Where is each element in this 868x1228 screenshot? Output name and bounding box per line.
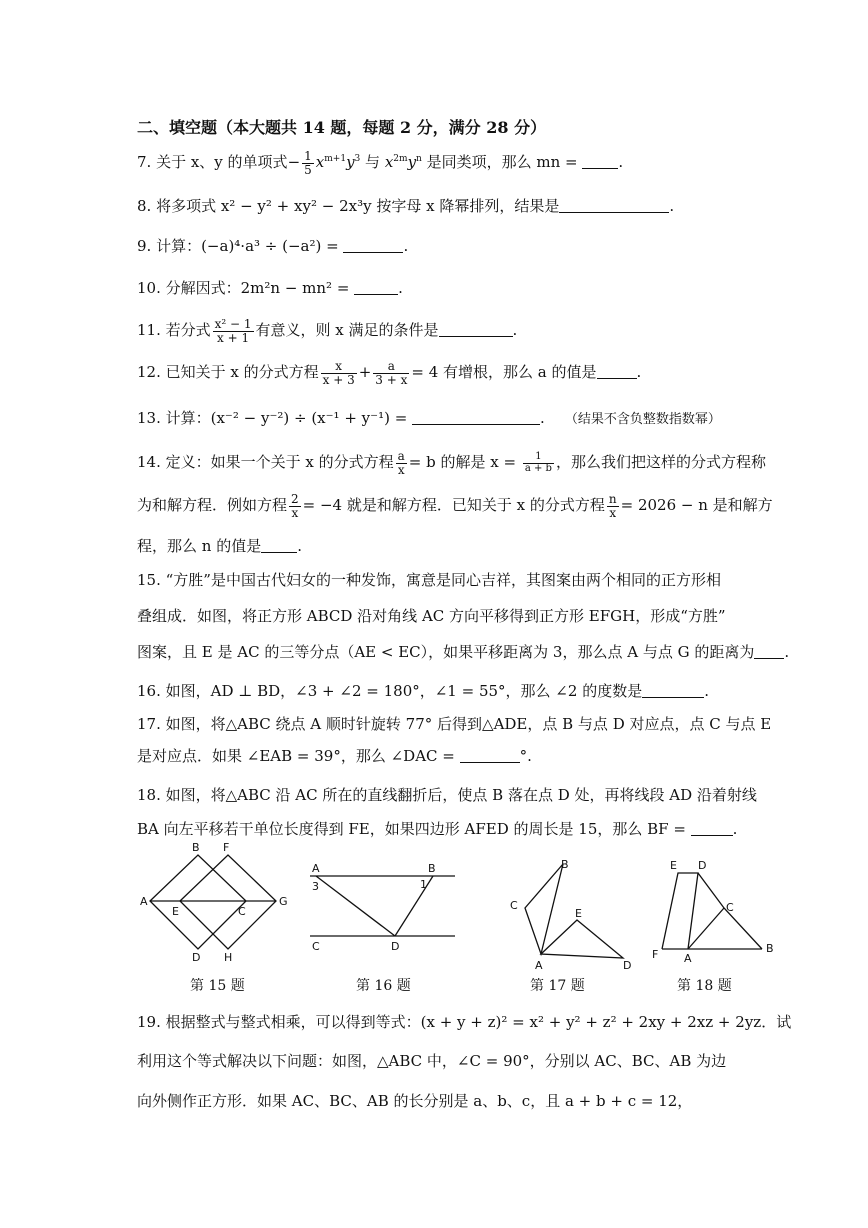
question-15-line3: 图案，且 E 是 AC 的三等分点（AE < EC），如果平移距离为 3，那么点 A 与点 G 的距离为 . [137,643,790,661]
label-e: E [670,859,677,872]
answer-blank[interactable] [642,683,704,698]
label-d: D [623,959,632,972]
segment-ac [688,908,724,949]
segment-ad [316,876,395,936]
label-g: G [279,895,288,908]
label-a: A [312,862,320,875]
figure-16 [300,838,465,968]
caption-15: 第 15 题 [190,978,245,994]
label-a: A [140,895,148,908]
label-h: H [224,951,233,964]
question-14-line3: 程，那么 n 的值是 . [137,537,302,555]
question-15-line1: 15. “方胜”是中国古代妇女的一种发饰，寓意是同心吉祥，其图案由两个相同的正方形相 [137,571,721,589]
question-16: 16. 如图，AD ⊥ BD，∠3 + ∠2 = 180°，∠1 = 55°，那么 ∠2 的度数是 . [137,682,709,700]
question-12: 12. 已知关于 x 的分式方程 $\frac{x}{x + 3}$ + $\frac{a}{3 + x}$ = 4 有增根，那么 a 的值是 . [137,359,642,387]
answer-blank[interactable] [559,198,669,213]
label-c: C [510,899,518,912]
section-header: 二、填空题（本大题共 14 题，每题 2 分，满分 28 分） [137,118,547,137]
question-17-line2: 是对应点．如果 ∠EAB = 39°，那么 ∠DAC = °. [137,747,532,765]
label-b: B [428,862,436,875]
label-angle-3: 3 [312,880,319,893]
figure-15 [138,838,288,968]
label-d: D [698,859,707,872]
label-a: A [684,952,692,965]
square-abcd [150,855,246,949]
answer-blank[interactable] [460,748,520,763]
question-13: 13. 计算：(x⁻² − y⁻²) ÷ (x⁻¹ + y⁻¹) = . （结果不含负整数指数幂） [137,409,721,427]
label-e: E [575,907,582,920]
question-14-line1: 14. 定义：如果一个关于 x 的分式方程 $\frac{a}{x}$ = b 的解是 x = $\frac{1}{a + b}$ ，那么我们把这样的分式方程称 [137,449,766,477]
question-19-line3: 向外侧作正方形．如果 AC、BC、AB 的长分别是 a、b、c，且 a + b + c = 12， [137,1092,693,1110]
caption-17: 第 17 题 [530,978,585,994]
label-angle-1: 1 [420,878,427,891]
label-f: F [223,841,230,854]
question-18-line2: BA 向左平移若干单位长度得到 FE，如果四边形 AFED 的周长是 15，那么 BF = . [137,820,738,838]
triangle-abc [525,864,563,954]
answer-blank[interactable] [439,322,513,337]
label-a: A [535,959,543,972]
label-e: E [172,905,179,918]
label-c: C [238,905,246,918]
answer-blank[interactable] [597,364,637,379]
answer-blank[interactable] [412,410,540,425]
caption-18: 第 18 题 [677,978,732,994]
answer-blank[interactable] [354,280,398,295]
label-f: F [652,948,659,961]
caption-16: 第 16 题 [356,978,411,994]
answer-blank[interactable] [261,538,297,553]
figure-17 [505,838,640,973]
question-8: 8. 将多项式 x² − y² + xy² − 2x³y 按字母 x 降幂排列，结果是 . [137,197,675,215]
figure-18 [650,838,785,968]
quad-afed [662,873,698,949]
question-11: 11. 若分式 $\frac{\text{x² − 1}}{x + 1}$ 有意义，则 x 满足的条件是 . [137,317,518,345]
label-c: C [312,940,320,953]
question-19-line2: 利用这个等式解决以下问题：如图，△ABC 中，∠C = 90°，分别以 AC、BC、AB 为边 [137,1052,727,1070]
question-17-line1: 17. 如图，将△ABC 绕点 A 顺时针旋转 77° 后得到△ADE，点 B 与点 D 对应点，点 C 与点 E [137,715,772,733]
label-d: D [192,951,201,964]
label-c: C [726,901,734,914]
triangle-ade [541,920,623,958]
label-b: B [766,942,774,955]
question-18-line1: 18. 如图，将△ABC 沿 AC 所在的直线翻折后，使点 B 落在点 D 处，再将线段 AD 沿着射线 [137,786,757,804]
answer-blank[interactable] [754,644,784,659]
question-9: 9. 计算：(−a)⁴·a³ ÷ (−a²) = . [137,237,409,255]
label-b: B [561,858,569,871]
segment-bd [395,876,433,936]
label-d: D [391,940,400,953]
question-7: 7. 关于 x、y 的单项式− $\frac{1}{5}$ $x^{m+1}y^3$ 与 $x^{2m}y^n$ 是同类项，那么 mn = . [137,149,624,177]
question-14-line2: 为和解方程．例如方程 $\frac{2}{x}$ = −4 就是和解方程．已知关于 x 的分式方程 $\frac{n}{x}$ = 2026 − n 是和解方 [137,492,773,520]
square-efgh [180,855,276,949]
question-19-line1: 19. 根据整式与整式相乘，可以得到等式：(x + y + z)² = x² + y² + z² + 2xy + 2xz + 2yz．试 [137,1013,792,1031]
label-b: B [192,841,200,854]
answer-blank[interactable] [582,154,618,169]
answer-blank[interactable] [691,821,733,836]
question-15-line2: 叠组成．如图，将正方形 ABCD 沿对角线 AC 方向平移得到正方形 EFGH，形成“方胜” [137,607,726,625]
question-10: 10. 分解因式：2m²n − mn² = . [137,279,403,297]
answer-blank[interactable] [343,238,403,253]
